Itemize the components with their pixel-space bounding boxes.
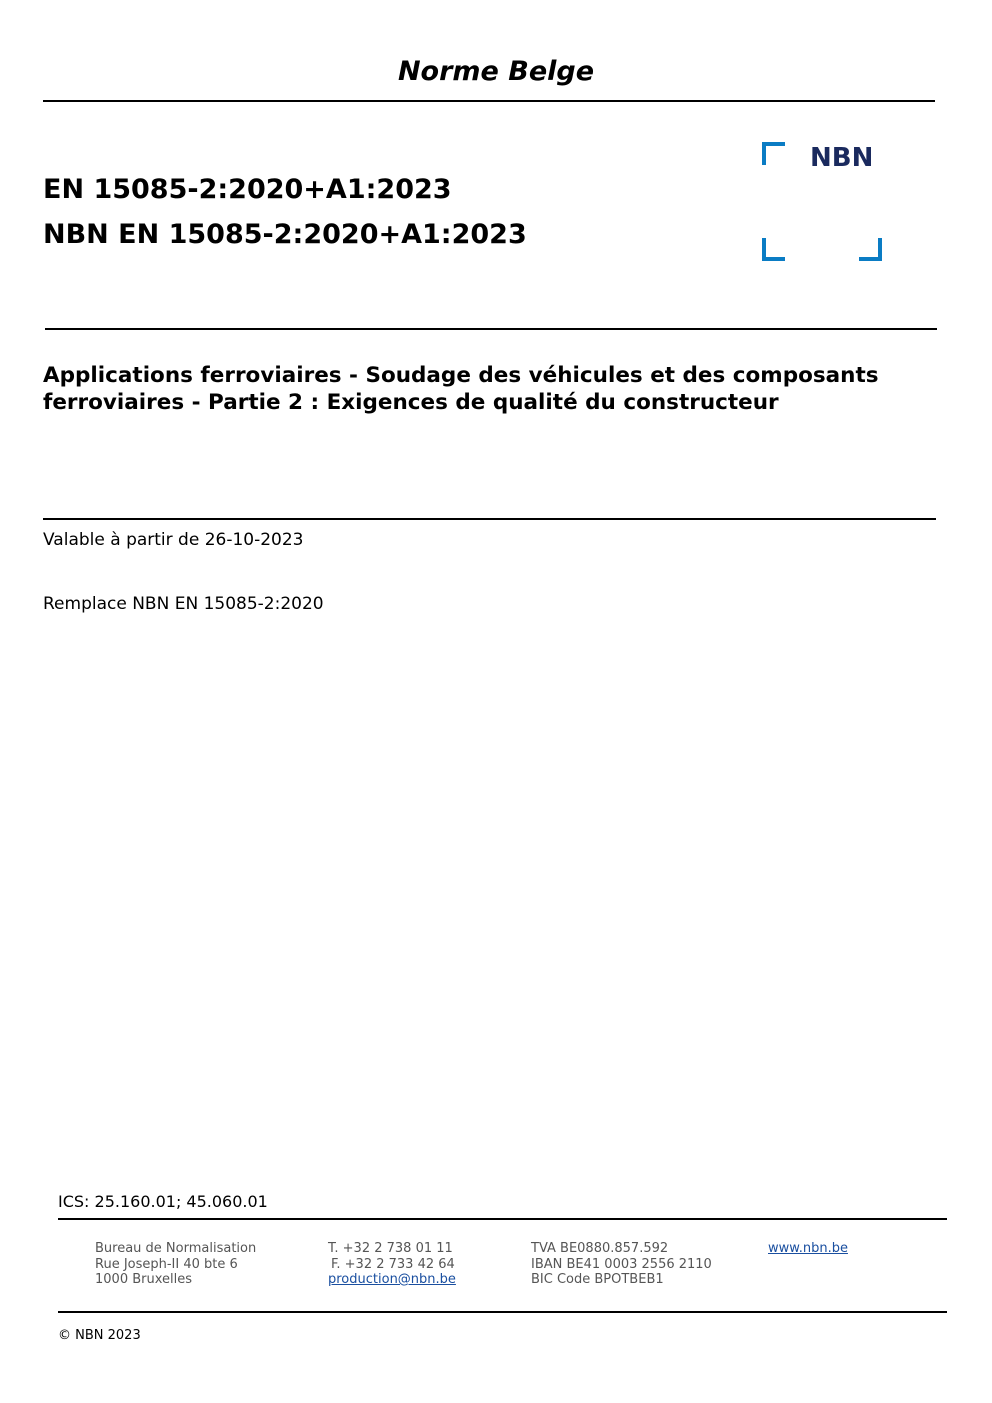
- address-line: Rue Joseph-II 40 bte 6: [95, 1256, 238, 1272]
- phone-number: T. +32 2 738 01 11: [328, 1241, 453, 1256]
- iban-number: IBAN BE41 0003 2556 2110: [531, 1256, 712, 1272]
- copyright: © NBN 2023: [58, 1328, 141, 1343]
- footer-address: [95, 1241, 256, 1288]
- header-divider: [43, 100, 935, 102]
- address-line: 1000 Bruxelles: [95, 1272, 193, 1287]
- header-title: Norme Belge: [397, 56, 595, 87]
- replaces-standard: Remplace NBN EN 15085-2:2020: [43, 594, 324, 614]
- title-divider-top: [45, 328, 937, 330]
- footer-divider-bottom: [58, 1311, 947, 1313]
- tva-number: TVA BE0880.857.592: [531, 1241, 669, 1256]
- ics-codes: ICS: 25.160.01; 45.060.01: [58, 1192, 268, 1211]
- document-title: Applications ferroviaires - Soudage des véhicules et des composants ferroviaires - Partie 2 : Exigences de qualité du constructeur: [43, 363, 879, 415]
- nbn-logo: [762, 141, 884, 263]
- validity-date: Valable à partir de 26-10-2023: [43, 530, 304, 550]
- bic-code: BIC Code BPOTBEB1: [531, 1272, 664, 1287]
- standard-code-en: EN 15085-2:2020+A1:2023: [43, 174, 452, 205]
- footer-web: [768, 1241, 848, 1257]
- email-link[interactable]: production@nbn.be: [328, 1272, 456, 1287]
- footer-banking: [531, 1241, 712, 1288]
- logo-text: NBN: [810, 143, 874, 173]
- website-link[interactable]: www.nbn.be: [768, 1241, 848, 1256]
- address-line: Bureau de Normalisation: [95, 1241, 257, 1256]
- footer-contact: [328, 1241, 456, 1288]
- footer-divider-top: [58, 1218, 947, 1220]
- standard-code-nbn: NBN EN 15085-2:2020+A1:2023: [43, 219, 527, 250]
- title-divider-bottom: [43, 518, 936, 520]
- fax-number: F. +32 2 733 42 64: [331, 1256, 455, 1272]
